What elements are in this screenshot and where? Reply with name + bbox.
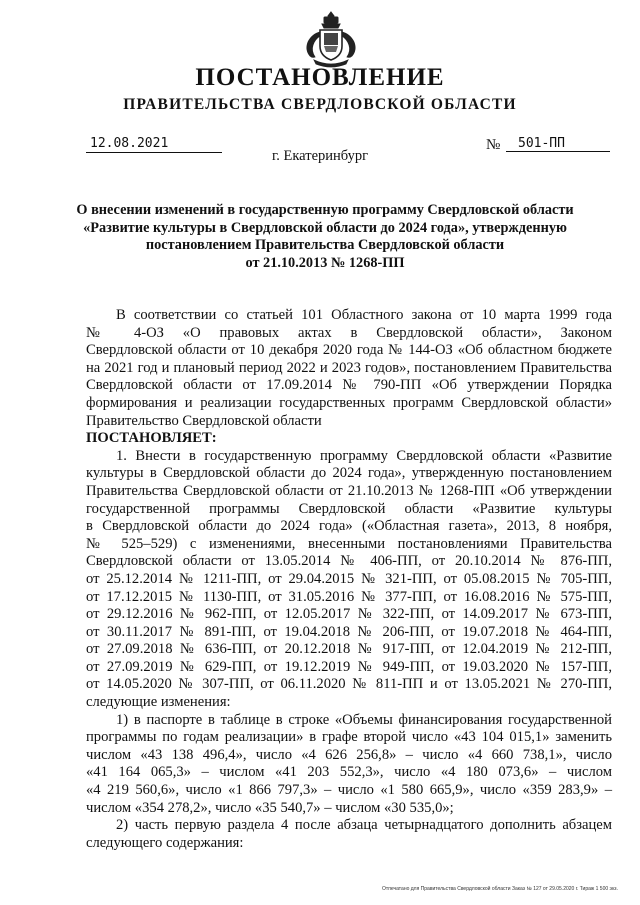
body-line: В соответствии со статьей 101 Областного закона от 10 марта 1999 года [116, 307, 612, 323]
body-line: числом «43 138 496,4», число «4 626 256,8» – число «4 660 738,1», число [86, 746, 612, 763]
body-line: № 4-ОЗ «О правовых актах в Свердловской области», Законом [86, 324, 612, 341]
body-line: от 30.11.2017 № 891-ПП, от 19.04.2018 № 206-ПП, от 19.07.2018 № 464-ПП, [86, 623, 612, 640]
body-line: следующие изменения: [86, 694, 231, 711]
body-line: от 29.12.2016 № 962-ПП, от 12.05.2017 № 322-ПП, от 14.09.2017 № 673-ПП, [86, 606, 612, 623]
body-line: культуры в Свердловской области до 2024 года», утвержденную постановлением [86, 465, 612, 482]
body-line: Свердловской области от 13.05.2014 № 406-ПП, от 20.10.2014 № 876-ПП, [86, 553, 612, 570]
body-line: Правительства Свердловской области от 21.10.2013 № 1268-ПП «Об утверждении [86, 482, 612, 499]
heading-line: от 21.10.2013 № 1268-ПП [245, 254, 405, 271]
body-line: от 25.12.2014 № 1211-ПП, от 29.04.2015 № 321-ПП, от 05.08.2015 № 705-ПП, [86, 570, 612, 587]
body-line: программы по годам реализации» в графе второй число «43 104 015,1» заменить [86, 729, 612, 746]
body-line: от 17.12.2015 № 1130-ПП, от 31.05.2016 № 377-ПП, от 16.08.2016 № 575-ПП, [86, 588, 612, 605]
document-date: 12.08.2021 [86, 136, 222, 153]
document-subtitle: ПРАВИТЕЛЬСТВА СВЕРДЛОВСКОЙ ОБЛАСТИ [123, 96, 517, 113]
number-label: № [486, 137, 501, 153]
body-line: на 2021 год и плановый период 2022 и 2023 годов», постановлением Правительства [86, 359, 612, 376]
body-line: «41 164 065,3» – числом «41 203 552,3», число «4 180 073,6» – числом [86, 764, 612, 781]
body-line: Свердловской области от 10 декабря 2020 года № 144-ОЗ «Об областном бюджете [86, 342, 612, 359]
resolution-keyword: ПОСТАНОВЛЯЕТ: [86, 430, 217, 447]
document-title: ПОСТАНОВЛЕНИЕ [195, 64, 445, 91]
body-line: следующего содержания: [86, 834, 244, 851]
body-line: числом «354 278,2», число «35 540,7» – числом «30 535,0»; [86, 799, 454, 816]
body-line: «4 219 560,6», число «1 866 797,3» – число «1 580 665,9», число «359 283,9» – [86, 782, 612, 799]
body-line: от 27.09.2018 № 636-ПП, от 20.12.2018 № 917-ПП, от 12.04.2019 № 212-ПП, [86, 641, 612, 658]
heading-line: О внесении изменений в государственную программу Свердловской области [76, 202, 574, 218]
print-footer-note: Отпечатано для Правительства Свердловской области Заказ № 127 от 29.05.2020 г. Тираж 1 500 экз. [382, 886, 618, 892]
body-line: государственной программы Свердловской области «Развитие культуры [86, 500, 612, 517]
body-line: № 525–529) с изменениями, внесенными постановлениями Правительства [86, 535, 612, 552]
document-body [86, 307, 612, 852]
body-line: от 27.09.2019 № 629-ПП, от 19.12.2019 № 949-ПП, от 19.03.2020 № 157-ПП, [86, 658, 612, 675]
body-line: 2) часть первую раздела 4 после абзаца четырнадцатого дополнить абзацем [116, 817, 612, 834]
body-line: 1) в паспорте в таблице в строке «Объемы финансирования государственной [116, 711, 612, 728]
document-number: 501-ПП [506, 136, 610, 152]
document-heading [60, 202, 590, 272]
body-line: Правительство Свердловской области [86, 412, 322, 429]
body-line: от 14.05.2020 № 307-ПП, от 06.11.2020 № 811-ПП и от 13.05.2021 № 270-ПП, [86, 676, 612, 693]
body-line: 1. Внести в государственную программу Свердловской области «Развитие [116, 447, 612, 464]
city-name: г. Екатеринбург [271, 148, 369, 164]
body-line: Свердловской области от 17.09.2014 № 790-ПП «Об утверждении Порядка [86, 377, 612, 394]
body-line: в Свердловской области до 2024 года» («Областная газета», 2013, 8 ноября, [86, 518, 612, 535]
heading-line: «Развитие культуры в Свердловской области до 2024 года», утвержденную [83, 219, 567, 236]
coat-of-arms-emblem [300, 8, 362, 70]
body-line: формирования и реализации государственных программ Свердловской области» [86, 394, 612, 411]
heading-line: постановлением Правительства Свердловской области [145, 237, 505, 253]
